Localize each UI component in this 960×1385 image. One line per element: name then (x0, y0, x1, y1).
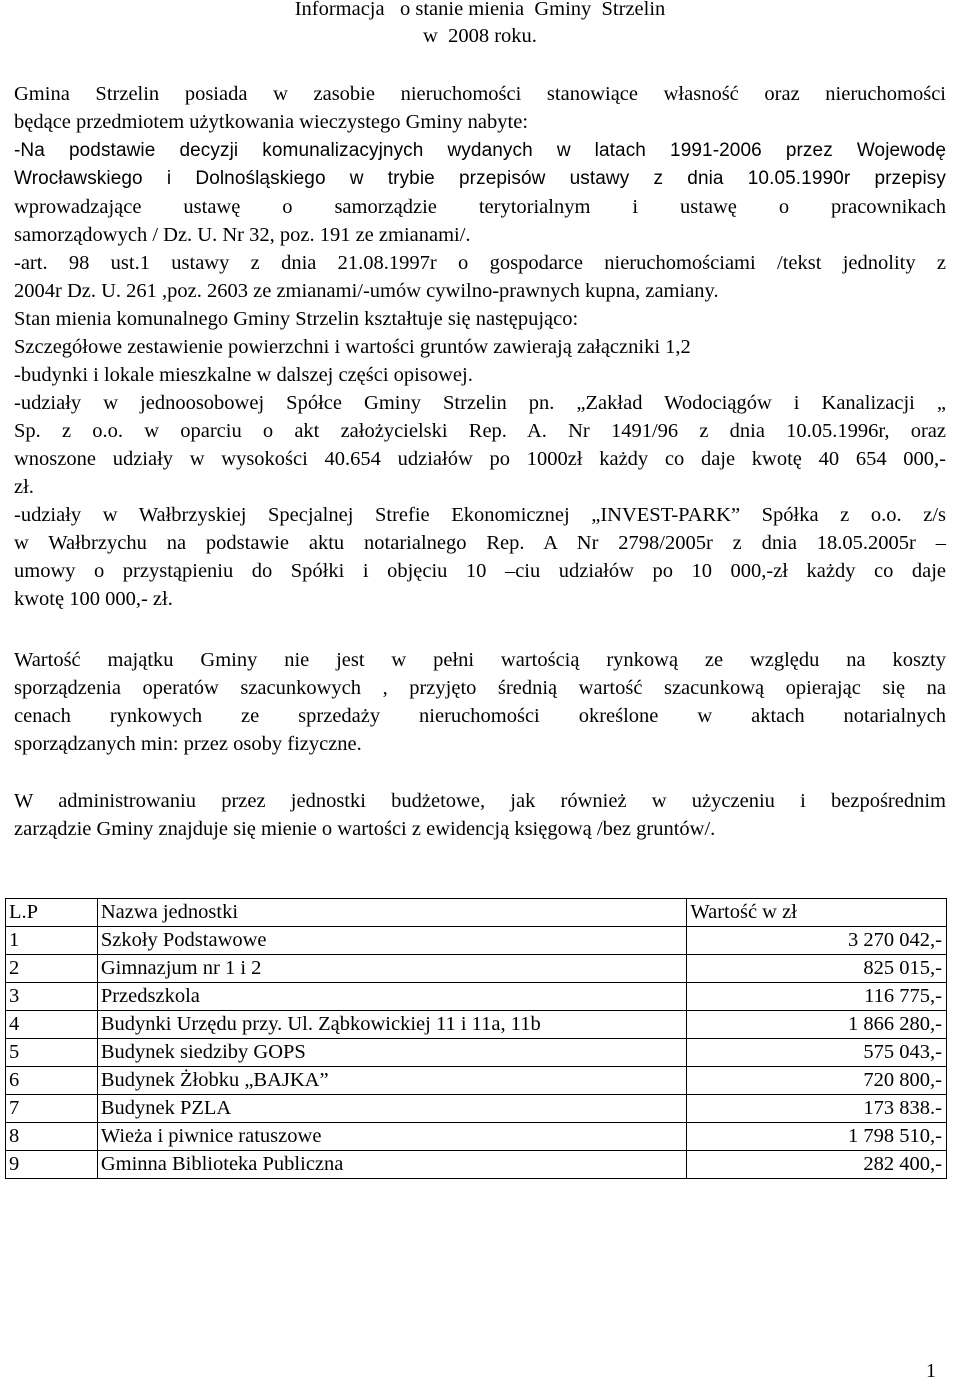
body-line: -budynki i lokale mieszkalne w dalszej części opisowej. (14, 364, 473, 386)
body-line: sporządzenia operatów szacunkowych , przyjęto średnią wartość szacunkową opierając się na (14, 677, 946, 699)
cell-lp: 8 (6, 1123, 98, 1151)
body-line: Sp. z o.o. w oparciu o akt założycielski Rep. A. Nr 1491/96 z dnia 10.05.1996r, oraz (14, 420, 946, 442)
body-line: w Wałbrzychu na podstawie aktu notarialnego Rep. A Nr 2798/2005r z dnia 18.05.2005r – (14, 532, 946, 554)
cell-lp: 1 (6, 927, 98, 955)
body-line: zarządzie Gminy znajduje się mienie o wartości z ewidencją księgową /bez gruntów/. (14, 818, 716, 840)
table-row (6, 1151, 947, 1179)
body-line: Gmina Strzelin posiada w zasobie nieruchomości stanowiące własność oraz nieruchomości (14, 83, 946, 105)
body-line: umowy o przystąpieniu do Spółki i objęciu 10 –ciu udziałów po 10 000,-zł każdy co daje (14, 560, 946, 582)
body-line: wnoszone udziały w wysokości 40.654 udziałów po 1000zł każdy co daje kwotę 40 654 000,- (14, 448, 946, 470)
cell-name: Wieża i piwnice ratuszowe (97, 1123, 687, 1151)
column-header-lp: L.P (6, 899, 98, 927)
cell-lp: 3 (6, 983, 98, 1011)
cell-lp: 4 (6, 1011, 98, 1039)
column-header-name: Nazwa jednostki (97, 899, 687, 927)
body-line: 2004r Dz. U. 261 ,poz. 2603 ze zmianami/-umów cywilno-prawnych kupna, zamiany. (14, 280, 719, 302)
cell-name: Szkoły Podstawowe (97, 927, 687, 955)
cell-lp: 5 (6, 1039, 98, 1067)
cell-name: Budynek PZLA (97, 1095, 687, 1123)
cell-name: Budynek Żłobku „BAJKA” (97, 1067, 687, 1095)
table-row (6, 1067, 947, 1095)
table-header-row (6, 899, 947, 927)
body-line: Wrocławskiego i Dolnośląskiego w trybie przepisów ustawy z dnia 10.05.1990r przepisy (14, 168, 946, 189)
table-row (6, 1039, 947, 1067)
cell-name: Budynki Urzędu przy. Ul. Ząbkowickiej 11 i 11a, 11b (97, 1011, 687, 1039)
cell-value: 1 866 280,- (687, 1011, 947, 1039)
cell-name: Gminna Biblioteka Publiczna (97, 1151, 687, 1179)
column-header-value: Wartość w zł (687, 899, 947, 927)
body-line: Szczegółowe zestawienie powierzchni i wartości gruntów zawierają załączniki 1,2 (14, 336, 691, 358)
table-row (6, 1123, 947, 1151)
body-line: -udziały w Wałbrzyskiej Specjalnej Strefie Ekonomicznej „INVEST-PARK” Spółka z o.o. z/s (14, 504, 946, 526)
table-row (6, 927, 947, 955)
cell-value: 116 775,- (687, 983, 947, 1011)
assets-table (5, 898, 947, 1179)
cell-value: 173 838.- (687, 1095, 947, 1123)
body-line: -udziały w jednoosobowej Spółce Gminy Strzelin pn. „Zakład Wodociągów i Kanalizacji „ (14, 392, 946, 414)
body-line: samorządowych / Dz. U. Nr 32, poz. 191 ze zmianami/. (14, 224, 471, 246)
cell-value: 720 800,- (687, 1067, 947, 1095)
body-line: Wartość majątku Gminy nie jest w pełni wartością rynkową ze względu na koszty (14, 649, 946, 671)
cell-value: 1 798 510,- (687, 1123, 947, 1151)
document-title: Informacja o stanie mienia Gminy Strzelin (294, 0, 666, 20)
cell-value: 825 015,- (687, 955, 947, 983)
body-line: -Na podstawie decyzji komunalizacyjnych wydanych w latach 1991-2006 przez Wojewodę (14, 140, 946, 161)
body-line: wprowadzające ustawę o samorządzie terytorialnym i ustawę o pracownikach (14, 196, 946, 218)
cell-name: Przedszkola (97, 983, 687, 1011)
page-number: 1 (926, 1360, 936, 1382)
cell-value: 3 270 042,- (687, 927, 947, 955)
cell-lp: 7 (6, 1095, 98, 1123)
body-line: -art. 98 ust.1 ustawy z dnia 21.08.1997r o gospodarce nieruchomościami /tekst jednolity z (14, 252, 946, 274)
body-line: sporządzanych min: przez osoby fizyczne. (14, 733, 362, 755)
table-row (6, 1011, 947, 1039)
body-line: kwotę 100 000,- zł. (14, 588, 173, 610)
document-title-year: w 2008 roku. (423, 25, 537, 47)
cell-lp: 6 (6, 1067, 98, 1095)
body-line: W administrowaniu przez jednostki budżetowe, jak również w użyczeniu i bezpośrednim (14, 790, 946, 812)
table-row (6, 1095, 947, 1123)
body-line: będące przedmiotem użytkowania wieczystego Gminy nabyte: (14, 111, 529, 133)
cell-value: 282 400,- (687, 1151, 947, 1179)
body-line: Stan mienia komunalnego Gminy Strzelin kształtuje się następująco: (14, 308, 579, 330)
cell-value: 575 043,- (687, 1039, 947, 1067)
cell-name: Budynek siedziby GOPS (97, 1039, 687, 1067)
table-row (6, 983, 947, 1011)
cell-name: Gimnazjum nr 1 i 2 (97, 955, 687, 983)
table-row (6, 955, 947, 983)
body-line: zł. (14, 476, 34, 498)
cell-lp: 9 (6, 1151, 98, 1179)
body-line: cenach rynkowych ze sprzedaży nieruchomości określone w aktach notarialnych (14, 705, 946, 727)
cell-lp: 2 (6, 955, 98, 983)
